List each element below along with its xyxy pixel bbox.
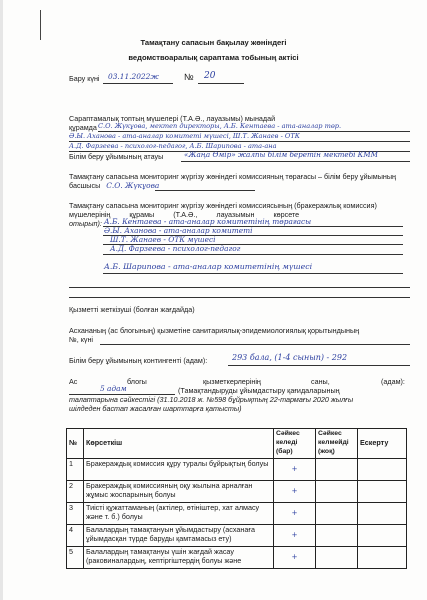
row-noncompliant-mark xyxy=(316,525,358,547)
row-note xyxy=(358,481,407,503)
header-num: № xyxy=(67,429,84,459)
commission-member-2: Ә.Ы. Аханова - ата-аналар комитеті xyxy=(104,226,253,235)
sanitary-label-2: №, күні xyxy=(69,335,94,344)
experts-label-2: құрамда xyxy=(69,123,97,132)
row-num: 4 xyxy=(67,525,84,547)
chair-name-value: С.О. Жүкұова xyxy=(106,181,160,190)
table-row xyxy=(67,547,407,569)
criteria-table xyxy=(66,428,407,569)
act-number-sign: № xyxy=(184,72,194,82)
header-criterion: Көрсеткіш xyxy=(84,429,274,459)
row-note xyxy=(358,503,407,525)
row-num: 1 xyxy=(67,459,84,481)
staff-word-4: саны, xyxy=(311,377,330,386)
row-compliant-mark: + xyxy=(274,481,316,503)
act-number-line xyxy=(198,83,244,84)
commission-member-5: А.Б. Шарипова - ата-аналар комитетінің мүшесі xyxy=(104,262,313,271)
experts-label: Сараптамалық топтың мүшелері (Т.А.Ә., лауазымы) мынадай xyxy=(69,114,276,123)
staff-count-value: 5 адам xyxy=(100,384,127,393)
commission-label-3: отырып): xyxy=(69,219,102,228)
commission-label-2: мүшелерінің құрамы (Т.А.Ә., лауазымын көрсете xyxy=(69,210,300,219)
row-criterion: Бракераждық комиссияның оқу жылына арналған жұмыс жоспарының болуы xyxy=(84,481,274,503)
table-row xyxy=(67,525,407,547)
table-header-row xyxy=(67,429,407,459)
doc-subtitle: ведомствоаралық сараптама тобының актісі xyxy=(128,53,299,62)
commission-line-4 xyxy=(103,254,403,255)
contingent-value: 293 бала, (1-4 сынып) - 292 xyxy=(232,353,348,362)
sanitary-line xyxy=(100,344,410,345)
staff-text-1: (Тамақтандыруды ұйымдастыру қағидаларының xyxy=(178,386,340,395)
chair-label xyxy=(69,172,410,190)
commission-member-4: А.Д. Фарзеева - психолог-педагог xyxy=(110,244,241,253)
row-note xyxy=(358,525,407,547)
header-note: Ескерту xyxy=(358,429,407,459)
row-compliant-mark: + xyxy=(274,459,316,481)
row-criterion: Тиісті құжаттаманың (актілер, өтініштер, хат алмасу және т. б.) болуы xyxy=(84,503,274,525)
header-noncompliant: Сәйкес келмейді (жоқ) xyxy=(316,429,358,459)
commission-label-1: Тамақтану сапасына мониторинг жүргізу жөніндегі комиссиясының (бракеражлық комиссия) xyxy=(69,201,377,210)
experts-handwriting-1: С.О. Жүкұова, мектеп директоры, А.Б. Кентаева - ата-аналар төр. xyxy=(98,122,342,130)
contingent-line xyxy=(228,365,410,366)
row-criterion: Бракераждық комиссия құру туралы бұйрықтың болуы xyxy=(84,459,274,481)
row-num: 2 xyxy=(67,481,84,503)
staff-text-3: шілдеден бастап жасалған шарттарға қатысты) xyxy=(69,404,242,413)
commission-member-3: Ш.Т. Жанаев - ОТК мүшесі xyxy=(110,235,216,244)
row-noncompliant-mark xyxy=(316,481,358,503)
staff-word-3: қызметкерлерінің xyxy=(203,377,261,386)
staff-text-2: талаптарына сәйкестігі (31.10.2018 ж. №598 бұйрықтың 22-тармағы 2020 жылғы xyxy=(69,395,354,404)
blank-line-2 xyxy=(69,297,410,298)
row-compliant-mark: + xyxy=(274,547,316,569)
experts-handwriting-3: А.Д. Фарзеева - психолог-педагог, А.Б. Шарипова - ата-ана xyxy=(69,142,277,150)
table-row xyxy=(67,503,407,525)
supplier-label: Қызметті жеткізуші (болған жағдайда) xyxy=(69,305,195,314)
row-compliant-mark: + xyxy=(274,525,316,547)
row-noncompliant-mark xyxy=(316,459,358,481)
sanitary-label-1: Асхананың (ас блогының) қызметіне санитариялық-эпидемиологиялық қорытындының xyxy=(69,326,360,335)
table-row xyxy=(67,481,407,503)
row-num: 5 xyxy=(67,547,84,569)
row-note xyxy=(358,459,407,481)
chair-line xyxy=(155,190,255,191)
row-criterion: Балалардың тамақтануын ұйымдастыру (асханаға ұйымдасқан түрде баруды қамтамасыз ету) xyxy=(84,525,274,547)
table-row xyxy=(67,459,407,481)
scan-edge xyxy=(0,0,3,600)
experts-handwriting-2: Ә.Ы. Аханова - ата-аналар комитеті мүшесі, Ш.Т. Жанаев - ОТК xyxy=(69,132,300,140)
visit-date-label: Бару күні xyxy=(69,74,100,83)
row-note xyxy=(358,547,407,569)
staff-word-5: (адам): xyxy=(381,377,405,386)
chair-label-text: Тамақтану сапасына мониторинг жүргізу жөніндегі комиссияның төрағасы – білім беру ұйымының басшысы xyxy=(69,172,397,190)
row-compliant-mark: + xyxy=(274,503,316,525)
visit-date-value: 03.11.2022ж xyxy=(108,72,159,81)
act-number-value: 20 xyxy=(204,71,216,81)
row-noncompliant-mark xyxy=(316,547,358,569)
school-name-value: «Жаңа Өмір» жалпы білім беретін мектебі КММ xyxy=(184,150,378,159)
staff-word-2: блогы xyxy=(127,377,147,386)
commission-line-5 xyxy=(103,273,403,274)
blank-line-1 xyxy=(69,287,410,288)
contingent-label: Білім беру ұйымының контингенті (адам): xyxy=(69,356,208,365)
row-criterion: Балалардың тамақтануы үшін жағдай жасау (раковиналардың, кептіргіштердің болуы және xyxy=(84,547,274,569)
doc-title: Тамақтану сапасын бақылау жөніндегі xyxy=(140,38,287,47)
staff-word-1: Ас xyxy=(69,377,78,386)
visit-date-line xyxy=(103,83,173,84)
header-compliant: Сәйкес келеді (бар) xyxy=(274,429,316,459)
scan-mark xyxy=(40,10,41,40)
row-noncompliant-mark xyxy=(316,503,358,525)
commission-member-1: А.Б. Кентаева - ата-аналар комитетінің төрағасы xyxy=(104,217,312,226)
school-name-label: Білім беру ұйымының атауы xyxy=(69,152,164,161)
school-name-line xyxy=(181,161,410,162)
row-num: 3 xyxy=(67,503,84,525)
